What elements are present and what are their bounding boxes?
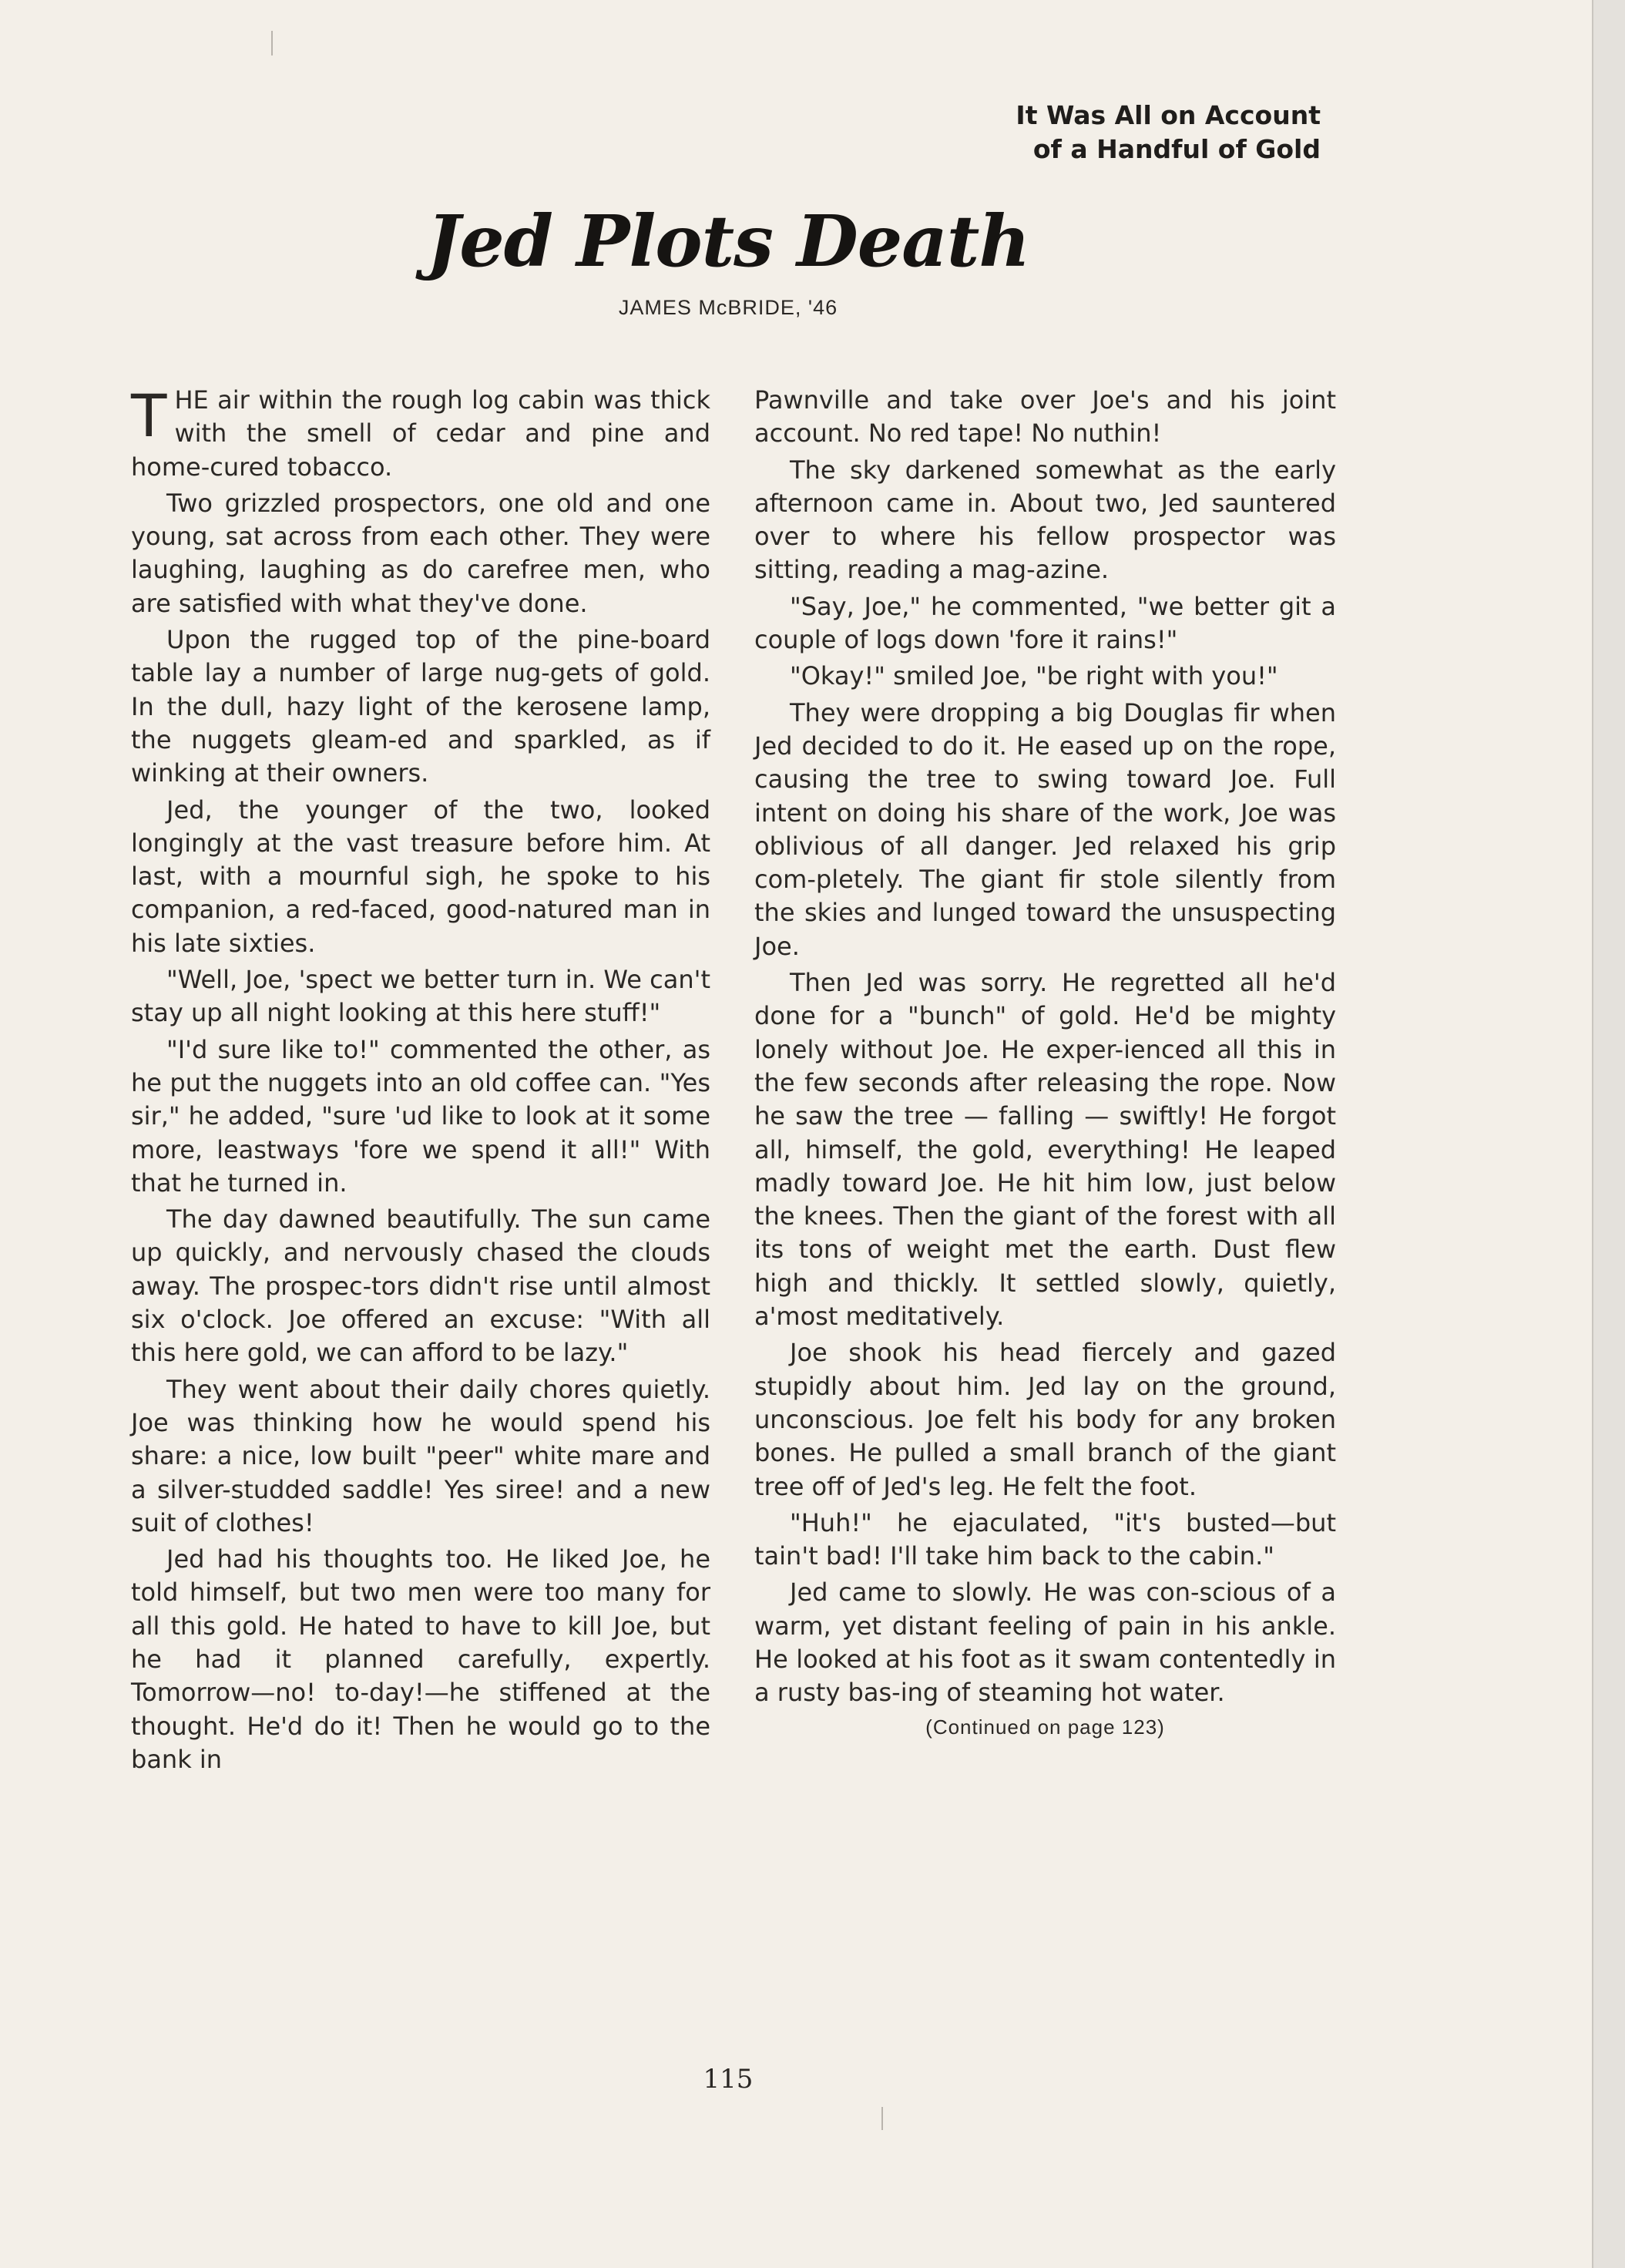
paragraph: Then Jed was sorry. He regretted all he'd done for a "bunch" of gold. He'd be mighty lonely without Joe. He exper-ienced all this in the few seconds after releasing the rope. Now he saw the tree — falling — swiftly! He forgot all, himself, the gold, everything! He leaped madly toward Joe. He hit him low, just below the knees. Then the giant of the forest with all its tons of weight met the earth. Dust flew high and thickly. It settled slowly, quietly, a'most meditatively. xyxy=(754,968,1336,1332)
article-title: Jed Plots Death xyxy=(426,200,1030,283)
paragraph: "Okay!" smiled Joe, "be right with you!" xyxy=(790,661,1278,691)
paragraph-text: HE air within the rough log cabin was thick with the smell of cedar and pine and home-cured tobacco. xyxy=(131,385,710,482)
paragraph: Upon the rugged top of the pine-board table lay a number of large nug-gets of gold. In the dull, hazy light of the kerosene lamp, the nuggets gleam-ed and sparkled, as if winking at their owners. xyxy=(131,625,710,788)
kicker-line-1: It Was All on Account xyxy=(1016,100,1321,130)
page-number: 115 xyxy=(703,2064,754,2095)
paragraph: They went about their daily chores quietly. Joe was thinking how he would spend his share: a nice, low built "peer" white mare and a silver-studded saddle! Yes siree! and a new suit of clothes! xyxy=(131,1374,710,1537)
margin-mark xyxy=(271,31,273,55)
kicker-heading xyxy=(886,99,1321,166)
paragraph: "Huh!" he ejaculated, "it's busted—but tain't bad! I'll take him back to the cabin." xyxy=(754,1507,1336,1571)
paragraph: The day dawned beautifully. The sun came up quickly, and nervously chased the clouds away. The prospec-tors didn't rise until almost six o'clock. Joe offered an excuse: "With all this here gold, we can afford to be lazy." xyxy=(131,1205,710,1368)
paragraph: "Well, Joe, 'spect we better turn in. We can't stay up all night looking at this here stuff!" xyxy=(131,965,710,1028)
paragraph: Joe shook his head fiercely and gazed stupidly about him. Jed lay on the ground, unconscious. Joe felt his body for any broken bones. He pulled a small branch of the giant tree off of Jed's leg. He felt the foot. xyxy=(754,1338,1336,1501)
margin-mark xyxy=(881,2107,883,2130)
paragraph: Jed had his thoughts too. He liked Joe, he told himself, but two men were too many for all this gold. He hated to have to kill Joe, but he had it planned carefully, expertly. Tomorrow—no! to-day!—he stiffened at the thought. He'd do it! Then he would go to the bank in xyxy=(131,1544,710,1774)
paragraph: Jed, the younger of the two, looked longingly at the vast treasure before him. At last, with a mournful sigh, he spoke to his companion, a red-faced, good-natured man in his late sixties. xyxy=(131,795,710,958)
paragraph xyxy=(131,381,710,484)
paragraph: Pawnville and take over Joe's and his joint account. No red tape! No nuthin! xyxy=(754,385,1336,449)
right-column xyxy=(754,384,1336,1741)
paragraph: "Say, Joe," he commented, "we better git a couple of logs down 'fore it rains!" xyxy=(754,591,1336,655)
paragraph: Two grizzled prospectors, one old and one young, sat across from each other. They were laughing, laughing as do carefree men, who are satisfied with what they've done. xyxy=(131,488,710,618)
paragraph: The sky darkened somewhat as the early afternoon came in. About two, Jed sauntered over to where his fellow prospector was sitting, reading a mag-azine. xyxy=(754,455,1336,585)
left-column xyxy=(131,381,710,1779)
kicker-line-2: of a Handful of Gold xyxy=(1032,134,1321,164)
paragraph: They were dropping a big Douglas fir when Jed decided to do it. He eased up on the rope, causing the tree to swing toward Joe. Full intent on doing his share of the work, Joe was oblivious of all danger. Jed relaxed his grip com-pletely. The giant fir stole silently from the skies and lunged toward the unsuspecting Joe. xyxy=(754,697,1336,961)
page-edge xyxy=(1592,0,1625,2268)
continued-note: (Continued on page 123) xyxy=(925,1715,1165,1739)
byline: JAMES McBRIDE, '46 xyxy=(618,296,838,319)
paragraph: Jed came to slowly. He was con-scious of a warm, yet distant feeling of pain in his ankle. He looked at his foot as it swam contentedly in a rusty bas-ing of steaming hot water. xyxy=(754,1578,1336,1708)
drop-cap: T xyxy=(131,381,167,450)
paragraph: "I'd sure like to!" commented the other, as he put the nuggets into an old coffee can. "Yes sir," he added, "sure 'ud like to look at it some more, leastways 'fore we spend it all!" With that he turned in. xyxy=(131,1034,710,1198)
